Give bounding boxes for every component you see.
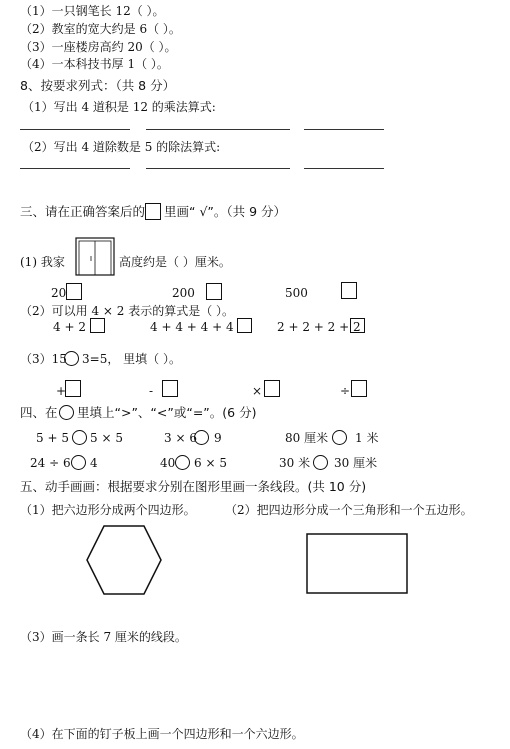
section-4-title-end: 里填上“>”、“<”或“=”。(6 分) xyxy=(77,405,257,420)
answer-box[interactable] xyxy=(162,380,178,397)
answer-box[interactable] xyxy=(351,380,367,397)
hexagon-shape[interactable] xyxy=(84,522,164,602)
answer-box[interactable] xyxy=(237,318,252,333)
answer-line[interactable] xyxy=(20,168,130,169)
answer-line[interactable] xyxy=(146,129,290,130)
answer-circle[interactable] xyxy=(64,351,79,366)
q3-2-option-label: 4 + 2 xyxy=(53,320,86,334)
q3-2-text: （2）可以用 4 × 2 表示的算式是（ ）。 xyxy=(20,304,235,318)
answer-line[interactable] xyxy=(304,168,384,169)
compare-right: 5 × 5 xyxy=(90,431,123,445)
compare-left: 80 厘米 xyxy=(285,431,329,445)
plus-sign: + xyxy=(56,384,67,398)
q3-1-option-label: 20 xyxy=(51,286,67,300)
q3-3-text-start: （3）15 xyxy=(20,352,67,366)
q3-1-text-end: 高度约是（ ）厘米。 xyxy=(119,255,231,269)
compare-circle[interactable] xyxy=(313,455,328,470)
compare-left: 3 × 6 xyxy=(164,431,197,445)
section-5-title: 五、动手画画：根据要求分别在图形里画一条线段。(共 10 分) xyxy=(20,479,367,494)
q3-1-option-label: 200 xyxy=(172,286,195,300)
compare-right: 1 米 xyxy=(355,431,379,445)
compare-left: 24 ÷ 6 xyxy=(30,456,71,470)
compare-left: 5 + 5 xyxy=(36,431,69,445)
q5-part1: （1）把六边形分成两个四边形。 xyxy=(20,503,196,517)
q8-part1: （1）写出 4 道积是 12 的乘法算式: xyxy=(22,100,216,114)
q5-part3: （3）画一条长 7 厘米的线段。 xyxy=(20,630,187,644)
rectangle-shape[interactable] xyxy=(305,532,409,596)
q3-2-option-label: 2 + 2 + 2 + 2 xyxy=(277,320,361,334)
answer-box-sample xyxy=(145,203,161,220)
section-4-title-start: 四、在 xyxy=(20,405,58,420)
q5-part2: （2）把四边形分成一个三角形和一个五边形。 xyxy=(225,503,473,517)
compare-right: 30 厘米 xyxy=(334,456,378,470)
unit-item-2: （2）教室的宽大约是 6（ ）。 xyxy=(20,22,181,36)
compare-circle[interactable] xyxy=(194,430,209,445)
answer-box[interactable] xyxy=(341,282,357,299)
q3-1-text-start: (1) 我家 xyxy=(20,255,65,269)
q8-part2: （2）写出 4 道除数是 5 的除法算式: xyxy=(22,140,221,154)
compare-left: 30 米 xyxy=(279,456,311,470)
answer-box[interactable] xyxy=(90,318,105,333)
unit-item-1: （1）一只钢笔长 12（ ）。 xyxy=(20,4,165,18)
answer-box[interactable] xyxy=(350,318,365,333)
answer-line[interactable] xyxy=(304,129,384,130)
q5-part4: （4）在下面的钉子板上画一个四边形和一个六边形。 xyxy=(20,727,304,741)
q3-1-option-label: 500 xyxy=(285,286,308,300)
section-3-title-start: 三、请在正确答案后的 xyxy=(20,204,146,219)
times-sign: × xyxy=(252,384,263,398)
answer-box[interactable] xyxy=(264,380,280,397)
compare-right: 9 xyxy=(214,431,222,445)
minus-sign: - xyxy=(149,384,154,398)
answer-circle-sample xyxy=(59,405,74,420)
answer-box[interactable] xyxy=(206,283,222,300)
unit-item-4: （4）一本科技书厚 1（ ）。 xyxy=(20,57,169,71)
unit-item-3: （3）一座楼房高约 20（ ）。 xyxy=(20,40,177,54)
section-3-title-end: 里画“ √”。（共 9 分） xyxy=(164,204,287,219)
answer-line[interactable] xyxy=(146,168,290,169)
compare-circle[interactable] xyxy=(71,455,86,470)
q8-title: 8、按要求列式：（共 8 分） xyxy=(20,78,176,93)
compare-circle[interactable] xyxy=(72,430,87,445)
compare-right: 4 xyxy=(90,456,98,470)
q3-3-text-end: 3=5， 里填（ ）。 xyxy=(82,352,181,366)
answer-box[interactable] xyxy=(66,283,82,300)
compare-left: 40 xyxy=(160,456,176,470)
door-icon xyxy=(74,236,116,276)
compare-circle[interactable] xyxy=(175,455,190,470)
compare-circle[interactable] xyxy=(332,430,347,445)
answer-box[interactable] xyxy=(65,380,81,397)
q3-2-option-label: 4 + 4 + 4 + 4 xyxy=(150,320,234,334)
compare-right: 6 × 5 xyxy=(194,456,227,470)
divide-sign: ÷ xyxy=(340,384,351,398)
answer-line[interactable] xyxy=(20,129,130,130)
